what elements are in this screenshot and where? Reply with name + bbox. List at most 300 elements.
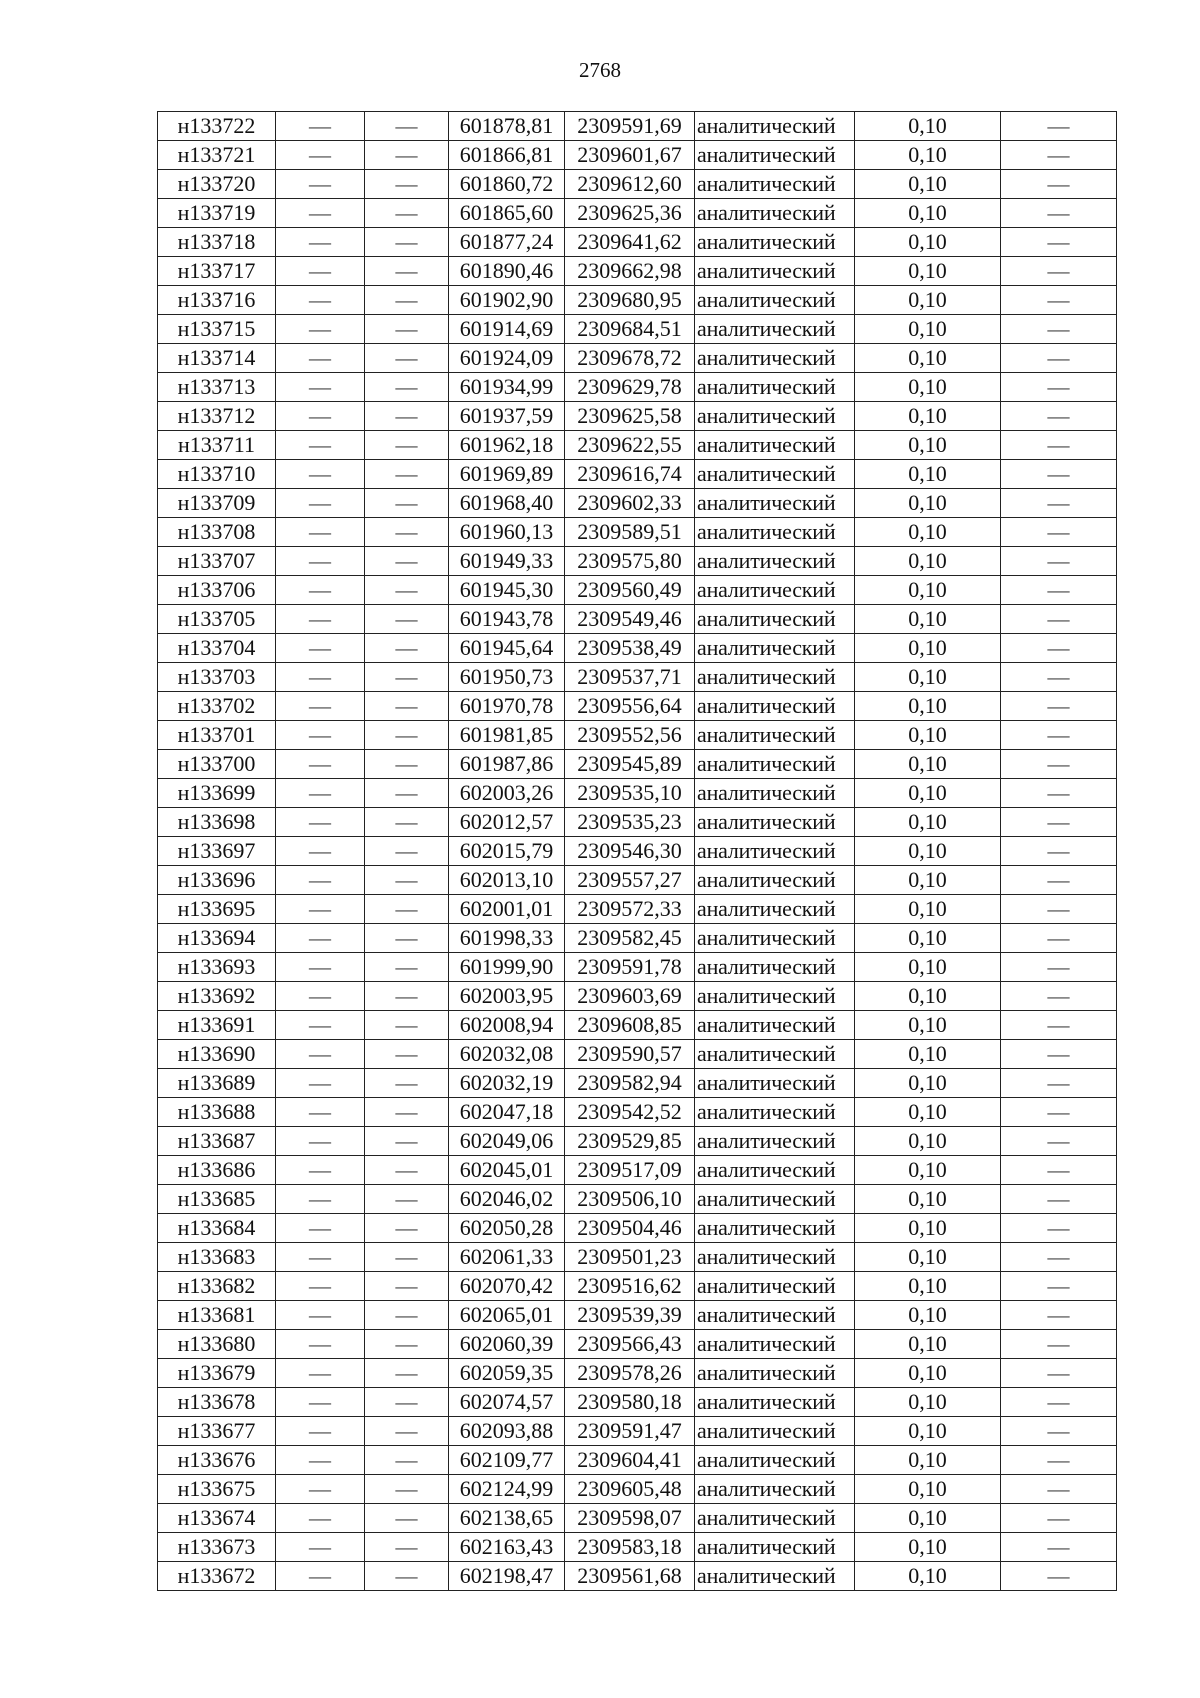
empty-value-cell: — bbox=[276, 1040, 365, 1069]
x-coordinate-cell: 602012,57 bbox=[449, 808, 565, 837]
empty-value-cell: — bbox=[276, 1475, 365, 1504]
accuracy-cell: 0,10 bbox=[855, 315, 1001, 344]
empty-value-cell: — bbox=[1001, 692, 1117, 721]
empty-value-cell: — bbox=[276, 663, 365, 692]
accuracy-cell: 0,10 bbox=[855, 1214, 1001, 1243]
empty-value-cell: — bbox=[276, 924, 365, 953]
method-cell: аналитический bbox=[695, 605, 855, 634]
empty-value-cell: — bbox=[276, 605, 365, 634]
empty-value-cell: — bbox=[276, 547, 365, 576]
point-number-cell: н133681 bbox=[158, 1301, 276, 1330]
accuracy-cell: 0,10 bbox=[855, 286, 1001, 315]
table-row bbox=[158, 373, 1117, 402]
accuracy-cell: 0,10 bbox=[855, 808, 1001, 837]
accuracy-cell: 0,10 bbox=[855, 547, 1001, 576]
y-coordinate-cell: 2309604,41 bbox=[565, 1446, 695, 1475]
empty-value-cell: — bbox=[365, 1011, 449, 1040]
method-cell: аналитический bbox=[695, 982, 855, 1011]
accuracy-cell: 0,10 bbox=[855, 1069, 1001, 1098]
y-coordinate-cell: 2309546,30 bbox=[565, 837, 695, 866]
empty-value-cell: — bbox=[276, 1272, 365, 1301]
x-coordinate-cell: 602032,19 bbox=[449, 1069, 565, 1098]
table-row bbox=[158, 1504, 1117, 1533]
empty-value-cell: — bbox=[365, 1214, 449, 1243]
method-cell: аналитический bbox=[695, 1417, 855, 1446]
table-row bbox=[158, 1301, 1117, 1330]
point-number-cell: н133675 bbox=[158, 1475, 276, 1504]
point-number-cell: н133678 bbox=[158, 1388, 276, 1417]
empty-value-cell: — bbox=[1001, 1417, 1117, 1446]
point-number-cell: н133699 bbox=[158, 779, 276, 808]
accuracy-cell: 0,10 bbox=[855, 750, 1001, 779]
method-cell: аналитический bbox=[695, 576, 855, 605]
empty-value-cell: — bbox=[365, 1504, 449, 1533]
table-row bbox=[158, 808, 1117, 837]
empty-value-cell: — bbox=[1001, 344, 1117, 373]
empty-value-cell: — bbox=[1001, 1040, 1117, 1069]
table-row bbox=[158, 431, 1117, 460]
empty-value-cell: — bbox=[365, 1243, 449, 1272]
method-cell: аналитический bbox=[695, 257, 855, 286]
table-row bbox=[158, 1533, 1117, 1562]
method-cell: аналитический bbox=[695, 547, 855, 576]
empty-value-cell: — bbox=[365, 373, 449, 402]
y-coordinate-cell: 2309608,85 bbox=[565, 1011, 695, 1040]
empty-value-cell: — bbox=[365, 634, 449, 663]
empty-value-cell: — bbox=[365, 924, 449, 953]
empty-value-cell: — bbox=[276, 286, 365, 315]
method-cell: аналитический bbox=[695, 750, 855, 779]
empty-value-cell: — bbox=[365, 779, 449, 808]
empty-value-cell: — bbox=[365, 1330, 449, 1359]
method-cell: аналитический bbox=[695, 1156, 855, 1185]
y-coordinate-cell: 2309680,95 bbox=[565, 286, 695, 315]
y-coordinate-cell: 2309622,55 bbox=[565, 431, 695, 460]
table-row bbox=[158, 634, 1117, 663]
x-coordinate-cell: 601902,90 bbox=[449, 286, 565, 315]
y-coordinate-cell: 2309556,64 bbox=[565, 692, 695, 721]
accuracy-cell: 0,10 bbox=[855, 1330, 1001, 1359]
y-coordinate-cell: 2309566,43 bbox=[565, 1330, 695, 1359]
x-coordinate-cell: 601981,85 bbox=[449, 721, 565, 750]
method-cell: аналитический bbox=[695, 112, 855, 141]
point-number-cell: н133690 bbox=[158, 1040, 276, 1069]
method-cell: аналитический bbox=[695, 721, 855, 750]
empty-value-cell: — bbox=[1001, 1098, 1117, 1127]
point-number-cell: н133706 bbox=[158, 576, 276, 605]
empty-value-cell: — bbox=[365, 547, 449, 576]
table-row bbox=[158, 1127, 1117, 1156]
y-coordinate-cell: 2309575,80 bbox=[565, 547, 695, 576]
y-coordinate-cell: 2309603,69 bbox=[565, 982, 695, 1011]
accuracy-cell: 0,10 bbox=[855, 489, 1001, 518]
y-coordinate-cell: 2309506,10 bbox=[565, 1185, 695, 1214]
table-row bbox=[158, 576, 1117, 605]
accuracy-cell: 0,10 bbox=[855, 1040, 1001, 1069]
empty-value-cell: — bbox=[1001, 199, 1117, 228]
method-cell: аналитический bbox=[695, 1098, 855, 1127]
method-cell: аналитический bbox=[695, 1359, 855, 1388]
y-coordinate-cell: 2309583,18 bbox=[565, 1533, 695, 1562]
empty-value-cell: — bbox=[365, 808, 449, 837]
method-cell: аналитический bbox=[695, 1243, 855, 1272]
accuracy-cell: 0,10 bbox=[855, 112, 1001, 141]
empty-value-cell: — bbox=[1001, 373, 1117, 402]
y-coordinate-cell: 2309629,78 bbox=[565, 373, 695, 402]
point-number-cell: н133710 bbox=[158, 460, 276, 489]
accuracy-cell: 0,10 bbox=[855, 1156, 1001, 1185]
method-cell: аналитический bbox=[695, 344, 855, 373]
empty-value-cell: — bbox=[276, 634, 365, 663]
point-number-cell: н133711 bbox=[158, 431, 276, 460]
table-row bbox=[158, 344, 1117, 373]
y-coordinate-cell: 2309678,72 bbox=[565, 344, 695, 373]
empty-value-cell: — bbox=[365, 1127, 449, 1156]
empty-value-cell: — bbox=[365, 1272, 449, 1301]
y-coordinate-cell: 2309591,78 bbox=[565, 953, 695, 982]
empty-value-cell: — bbox=[276, 170, 365, 199]
method-cell: аналитический bbox=[695, 663, 855, 692]
x-coordinate-cell: 602124,99 bbox=[449, 1475, 565, 1504]
y-coordinate-cell: 2309501,23 bbox=[565, 1243, 695, 1272]
accuracy-cell: 0,10 bbox=[855, 1388, 1001, 1417]
empty-value-cell: — bbox=[1001, 1533, 1117, 1562]
empty-value-cell: — bbox=[276, 692, 365, 721]
table-row bbox=[158, 1417, 1117, 1446]
empty-value-cell: — bbox=[1001, 170, 1117, 199]
x-coordinate-cell: 601945,64 bbox=[449, 634, 565, 663]
empty-value-cell: — bbox=[1001, 1243, 1117, 1272]
accuracy-cell: 0,10 bbox=[855, 1098, 1001, 1127]
empty-value-cell: — bbox=[1001, 663, 1117, 692]
empty-value-cell: — bbox=[276, 1533, 365, 1562]
y-coordinate-cell: 2309516,62 bbox=[565, 1272, 695, 1301]
y-coordinate-cell: 2309552,56 bbox=[565, 721, 695, 750]
point-number-cell: н133686 bbox=[158, 1156, 276, 1185]
point-number-cell: н133701 bbox=[158, 721, 276, 750]
empty-value-cell: — bbox=[276, 1330, 365, 1359]
empty-value-cell: — bbox=[276, 721, 365, 750]
point-number-cell: н133722 bbox=[158, 112, 276, 141]
empty-value-cell: — bbox=[365, 518, 449, 547]
x-coordinate-cell: 602138,65 bbox=[449, 1504, 565, 1533]
accuracy-cell: 0,10 bbox=[855, 1301, 1001, 1330]
accuracy-cell: 0,10 bbox=[855, 460, 1001, 489]
method-cell: аналитический bbox=[695, 1272, 855, 1301]
accuracy-cell: 0,10 bbox=[855, 170, 1001, 199]
empty-value-cell: — bbox=[1001, 866, 1117, 895]
x-coordinate-cell: 602070,42 bbox=[449, 1272, 565, 1301]
y-coordinate-cell: 2309539,39 bbox=[565, 1301, 695, 1330]
empty-value-cell: — bbox=[1001, 721, 1117, 750]
method-cell: аналитический bbox=[695, 779, 855, 808]
empty-value-cell: — bbox=[276, 866, 365, 895]
empty-value-cell: — bbox=[1001, 1156, 1117, 1185]
x-coordinate-cell: 602049,06 bbox=[449, 1127, 565, 1156]
empty-value-cell: — bbox=[365, 1301, 449, 1330]
point-number-cell: н133707 bbox=[158, 547, 276, 576]
method-cell: аналитический bbox=[695, 1562, 855, 1591]
point-number-cell: н133691 bbox=[158, 1011, 276, 1040]
accuracy-cell: 0,10 bbox=[855, 199, 1001, 228]
empty-value-cell: — bbox=[276, 750, 365, 779]
y-coordinate-cell: 2309625,58 bbox=[565, 402, 695, 431]
table-row bbox=[158, 866, 1117, 895]
x-coordinate-cell: 601950,73 bbox=[449, 663, 565, 692]
accuracy-cell: 0,10 bbox=[855, 518, 1001, 547]
accuracy-cell: 0,10 bbox=[855, 1185, 1001, 1214]
x-coordinate-cell: 601949,33 bbox=[449, 547, 565, 576]
y-coordinate-cell: 2309529,85 bbox=[565, 1127, 695, 1156]
empty-value-cell: — bbox=[365, 1562, 449, 1591]
accuracy-cell: 0,10 bbox=[855, 1359, 1001, 1388]
empty-value-cell: — bbox=[1001, 634, 1117, 663]
table-row bbox=[158, 663, 1117, 692]
table-row bbox=[158, 141, 1117, 170]
empty-value-cell: — bbox=[365, 750, 449, 779]
x-coordinate-cell: 601987,86 bbox=[449, 750, 565, 779]
y-coordinate-cell: 2309504,46 bbox=[565, 1214, 695, 1243]
table-row bbox=[158, 286, 1117, 315]
x-coordinate-cell: 601877,24 bbox=[449, 228, 565, 257]
table-row bbox=[158, 1446, 1117, 1475]
coordinates-table bbox=[157, 111, 1117, 1591]
empty-value-cell: — bbox=[276, 1069, 365, 1098]
empty-value-cell: — bbox=[276, 953, 365, 982]
table-row bbox=[158, 460, 1117, 489]
empty-value-cell: — bbox=[365, 663, 449, 692]
empty-value-cell: — bbox=[276, 1185, 365, 1214]
empty-value-cell: — bbox=[365, 721, 449, 750]
accuracy-cell: 0,10 bbox=[855, 1446, 1001, 1475]
empty-value-cell: — bbox=[1001, 808, 1117, 837]
x-coordinate-cell: 602050,28 bbox=[449, 1214, 565, 1243]
x-coordinate-cell: 601970,78 bbox=[449, 692, 565, 721]
point-number-cell: н133687 bbox=[158, 1127, 276, 1156]
empty-value-cell: — bbox=[276, 1562, 365, 1591]
empty-value-cell: — bbox=[365, 1069, 449, 1098]
table-row bbox=[158, 315, 1117, 344]
point-number-cell: н133716 bbox=[158, 286, 276, 315]
accuracy-cell: 0,10 bbox=[855, 924, 1001, 953]
table-row bbox=[158, 1069, 1117, 1098]
empty-value-cell: — bbox=[365, 1533, 449, 1562]
method-cell: аналитический bbox=[695, 1388, 855, 1417]
y-coordinate-cell: 2309582,45 bbox=[565, 924, 695, 953]
empty-value-cell: — bbox=[276, 982, 365, 1011]
table-row bbox=[158, 257, 1117, 286]
point-number-cell: н133673 bbox=[158, 1533, 276, 1562]
empty-value-cell: — bbox=[276, 373, 365, 402]
accuracy-cell: 0,10 bbox=[855, 982, 1001, 1011]
accuracy-cell: 0,10 bbox=[855, 402, 1001, 431]
x-coordinate-cell: 602046,02 bbox=[449, 1185, 565, 1214]
method-cell: аналитический bbox=[695, 228, 855, 257]
table-body bbox=[158, 112, 1117, 1591]
point-number-cell: н133695 bbox=[158, 895, 276, 924]
accuracy-cell: 0,10 bbox=[855, 1533, 1001, 1562]
empty-value-cell: — bbox=[1001, 547, 1117, 576]
x-coordinate-cell: 602061,33 bbox=[449, 1243, 565, 1272]
empty-value-cell: — bbox=[276, 112, 365, 141]
empty-value-cell: — bbox=[276, 460, 365, 489]
x-coordinate-cell: 601914,69 bbox=[449, 315, 565, 344]
point-number-cell: н133692 bbox=[158, 982, 276, 1011]
x-coordinate-cell: 601860,72 bbox=[449, 170, 565, 199]
empty-value-cell: — bbox=[276, 1098, 365, 1127]
x-coordinate-cell: 602008,94 bbox=[449, 1011, 565, 1040]
empty-value-cell: — bbox=[1001, 953, 1117, 982]
accuracy-cell: 0,10 bbox=[855, 953, 1001, 982]
accuracy-cell: 0,10 bbox=[855, 141, 1001, 170]
y-coordinate-cell: 2309625,36 bbox=[565, 199, 695, 228]
x-coordinate-cell: 601865,60 bbox=[449, 199, 565, 228]
accuracy-cell: 0,10 bbox=[855, 431, 1001, 460]
accuracy-cell: 0,10 bbox=[855, 1475, 1001, 1504]
empty-value-cell: — bbox=[1001, 1562, 1117, 1591]
x-coordinate-cell: 601960,13 bbox=[449, 518, 565, 547]
method-cell: аналитический bbox=[695, 431, 855, 460]
empty-value-cell: — bbox=[276, 1359, 365, 1388]
empty-value-cell: — bbox=[276, 402, 365, 431]
empty-value-cell: — bbox=[365, 1417, 449, 1446]
empty-value-cell: — bbox=[365, 953, 449, 982]
empty-value-cell: — bbox=[276, 315, 365, 344]
empty-value-cell: — bbox=[276, 257, 365, 286]
table-row bbox=[158, 1330, 1117, 1359]
x-coordinate-cell: 602013,10 bbox=[449, 866, 565, 895]
empty-value-cell: — bbox=[365, 344, 449, 373]
point-number-cell: н133715 bbox=[158, 315, 276, 344]
x-coordinate-cell: 601945,30 bbox=[449, 576, 565, 605]
empty-value-cell: — bbox=[1001, 1301, 1117, 1330]
point-number-cell: н133700 bbox=[158, 750, 276, 779]
empty-value-cell: — bbox=[365, 431, 449, 460]
table-row bbox=[158, 779, 1117, 808]
y-coordinate-cell: 2309589,51 bbox=[565, 518, 695, 547]
accuracy-cell: 0,10 bbox=[855, 779, 1001, 808]
x-coordinate-cell: 602163,43 bbox=[449, 1533, 565, 1562]
empty-value-cell: — bbox=[276, 1388, 365, 1417]
empty-value-cell: — bbox=[365, 199, 449, 228]
method-cell: аналитический bbox=[695, 1330, 855, 1359]
table-row bbox=[158, 547, 1117, 576]
empty-value-cell: — bbox=[276, 141, 365, 170]
accuracy-cell: 0,10 bbox=[855, 663, 1001, 692]
table-row bbox=[158, 1214, 1117, 1243]
empty-value-cell: — bbox=[276, 1301, 365, 1330]
x-coordinate-cell: 602109,77 bbox=[449, 1446, 565, 1475]
method-cell: аналитический bbox=[695, 1040, 855, 1069]
empty-value-cell: — bbox=[1001, 1388, 1117, 1417]
empty-value-cell: — bbox=[365, 982, 449, 1011]
method-cell: аналитический bbox=[695, 837, 855, 866]
empty-value-cell: — bbox=[1001, 837, 1117, 866]
empty-value-cell: — bbox=[1001, 895, 1117, 924]
empty-value-cell: — bbox=[365, 1359, 449, 1388]
empty-value-cell: — bbox=[1001, 1330, 1117, 1359]
method-cell: аналитический bbox=[695, 402, 855, 431]
empty-value-cell: — bbox=[276, 518, 365, 547]
table-row bbox=[158, 750, 1117, 779]
y-coordinate-cell: 2309561,68 bbox=[565, 1562, 695, 1591]
x-coordinate-cell: 602015,79 bbox=[449, 837, 565, 866]
x-coordinate-cell: 602059,35 bbox=[449, 1359, 565, 1388]
accuracy-cell: 0,10 bbox=[855, 228, 1001, 257]
empty-value-cell: — bbox=[276, 199, 365, 228]
page-number: 2768 bbox=[579, 58, 621, 82]
accuracy-cell: 0,10 bbox=[855, 721, 1001, 750]
empty-value-cell: — bbox=[1001, 1011, 1117, 1040]
empty-value-cell: — bbox=[365, 1475, 449, 1504]
empty-value-cell: — bbox=[1001, 1069, 1117, 1098]
table-row bbox=[158, 228, 1117, 257]
x-coordinate-cell: 602045,01 bbox=[449, 1156, 565, 1185]
table-row bbox=[158, 402, 1117, 431]
method-cell: аналитический bbox=[695, 1475, 855, 1504]
table-row bbox=[158, 1272, 1117, 1301]
point-number-cell: н133719 bbox=[158, 199, 276, 228]
point-number-cell: н133676 bbox=[158, 1446, 276, 1475]
y-coordinate-cell: 2309591,69 bbox=[565, 112, 695, 141]
table-row bbox=[158, 112, 1117, 141]
table-row bbox=[158, 170, 1117, 199]
empty-value-cell: — bbox=[1001, 1272, 1117, 1301]
method-cell: аналитический bbox=[695, 1185, 855, 1214]
method-cell: аналитический bbox=[695, 1127, 855, 1156]
empty-value-cell: — bbox=[1001, 1127, 1117, 1156]
table-row bbox=[158, 721, 1117, 750]
method-cell: аналитический bbox=[695, 808, 855, 837]
y-coordinate-cell: 2309537,71 bbox=[565, 663, 695, 692]
method-cell: аналитический bbox=[695, 373, 855, 402]
empty-value-cell: — bbox=[365, 286, 449, 315]
y-coordinate-cell: 2309535,10 bbox=[565, 779, 695, 808]
method-cell: аналитический bbox=[695, 518, 855, 547]
y-coordinate-cell: 2309572,33 bbox=[565, 895, 695, 924]
x-coordinate-cell: 602047,18 bbox=[449, 1098, 565, 1127]
y-coordinate-cell: 2309582,94 bbox=[565, 1069, 695, 1098]
empty-value-cell: — bbox=[1001, 605, 1117, 634]
accuracy-cell: 0,10 bbox=[855, 895, 1001, 924]
point-number-cell: н133717 bbox=[158, 257, 276, 286]
empty-value-cell: — bbox=[1001, 576, 1117, 605]
method-cell: аналитический bbox=[695, 460, 855, 489]
x-coordinate-cell: 602065,01 bbox=[449, 1301, 565, 1330]
method-cell: аналитический bbox=[695, 170, 855, 199]
accuracy-cell: 0,10 bbox=[855, 866, 1001, 895]
x-coordinate-cell: 602032,08 bbox=[449, 1040, 565, 1069]
point-number-cell: н133704 bbox=[158, 634, 276, 663]
method-cell: аналитический bbox=[695, 866, 855, 895]
point-number-cell: н133682 bbox=[158, 1272, 276, 1301]
method-cell: аналитический bbox=[695, 1011, 855, 1040]
method-cell: аналитический bbox=[695, 953, 855, 982]
accuracy-cell: 0,10 bbox=[855, 1243, 1001, 1272]
empty-value-cell: — bbox=[1001, 489, 1117, 518]
point-number-cell: н133718 bbox=[158, 228, 276, 257]
accuracy-cell: 0,10 bbox=[855, 634, 1001, 663]
point-number-cell: н133693 bbox=[158, 953, 276, 982]
y-coordinate-cell: 2309542,52 bbox=[565, 1098, 695, 1127]
y-coordinate-cell: 2309545,89 bbox=[565, 750, 695, 779]
x-coordinate-cell: 601866,81 bbox=[449, 141, 565, 170]
x-coordinate-cell: 602001,01 bbox=[449, 895, 565, 924]
empty-value-cell: — bbox=[1001, 1504, 1117, 1533]
empty-value-cell: — bbox=[365, 576, 449, 605]
empty-value-cell: — bbox=[1001, 402, 1117, 431]
y-coordinate-cell: 2309580,18 bbox=[565, 1388, 695, 1417]
